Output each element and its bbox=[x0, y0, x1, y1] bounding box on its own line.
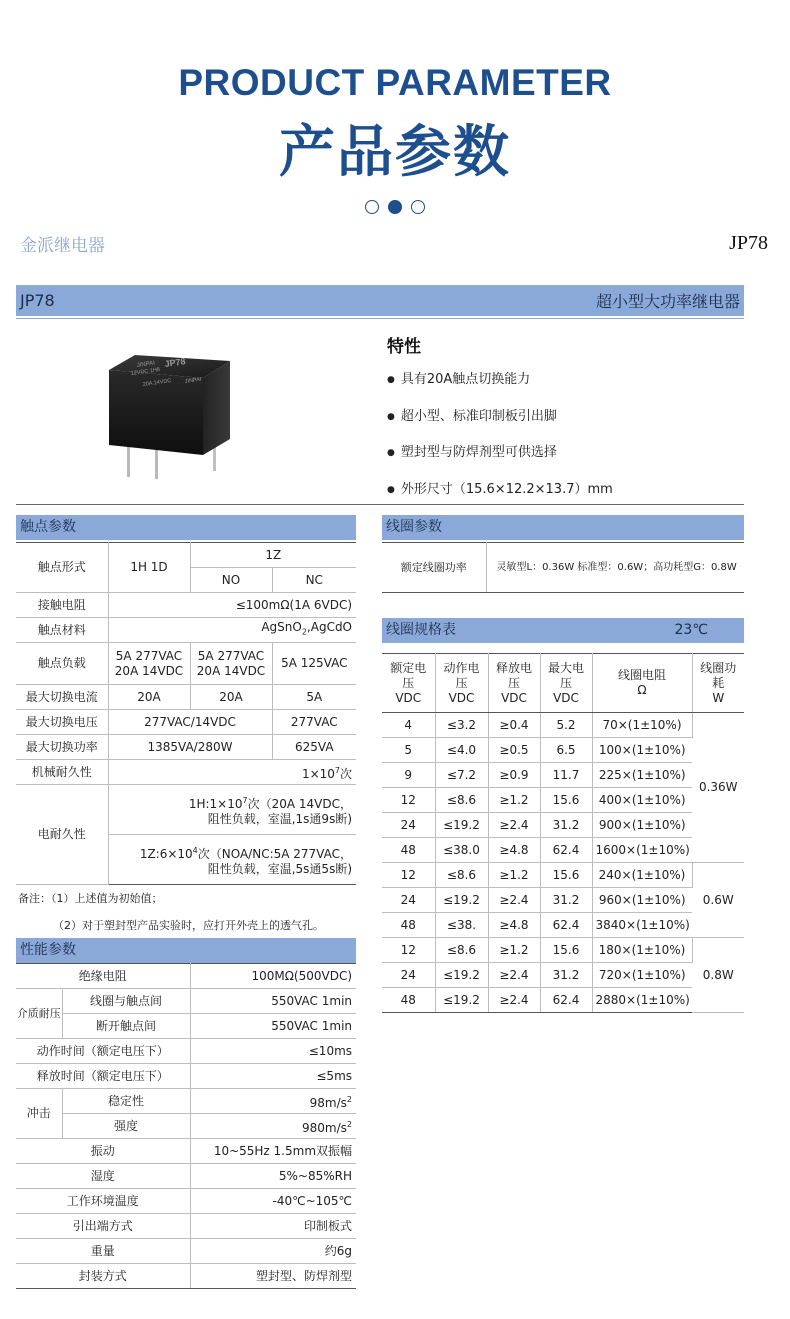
feature-item: ● 超小型、标准印制板引出脚 bbox=[387, 407, 613, 444]
perf-value: 10~55Hz 1.5mm双振幅 bbox=[190, 1139, 356, 1164]
coil-spec-row bbox=[382, 738, 744, 763]
carousel-dot-2-active[interactable] bbox=[388, 200, 402, 214]
coil-spec-cell: ≥0.4 bbox=[488, 713, 540, 738]
perf-value: ≤10ms bbox=[190, 1039, 356, 1064]
perf-value: ≤5ms bbox=[190, 1064, 356, 1089]
perf-group-dielectric: 介质耐压 bbox=[16, 989, 62, 1039]
note-2: （2）对于塑封型产品实验时，应打开外壳上的透气孔。 bbox=[53, 919, 324, 932]
coil-spec-cell: 900×(1±10%) bbox=[592, 813, 692, 838]
coil-spec-cell: ≥2.4 bbox=[488, 813, 540, 838]
coil-spec-cell: 48 bbox=[382, 913, 435, 938]
perf-value: 约6g bbox=[190, 1239, 356, 1264]
perf-value: 550VAC 1min bbox=[190, 989, 356, 1014]
mech-endurance-value: $1\times 10^7$次 bbox=[108, 760, 356, 785]
perf-label: 强度 bbox=[62, 1114, 190, 1139]
coil-spec-cell: 31.2 bbox=[540, 888, 592, 913]
coil-spec-cell: 2880×(1±10%) bbox=[592, 988, 692, 1013]
coil-spec-row bbox=[382, 863, 744, 888]
contact-load-3: 5A 125VAC bbox=[272, 643, 356, 685]
perf-value: 100MΩ(500VDC) bbox=[190, 964, 356, 989]
perf-label: 线圈与触点间 bbox=[62, 989, 190, 1014]
coil-spec-cell: ≥0.9 bbox=[488, 763, 540, 788]
coil-spec-cell: 48 bbox=[382, 838, 435, 863]
coil-spec-row bbox=[382, 963, 744, 988]
coil-spec-header: 动作电压 VDC bbox=[435, 654, 488, 713]
coil-power-group: 0.36W bbox=[692, 713, 744, 863]
contact-form-label: 触点形式 bbox=[16, 543, 108, 593]
feature-item: ● 具有20A触点切换能力 bbox=[387, 370, 613, 407]
coil-spec-cell: 24 bbox=[382, 888, 435, 913]
coil-spec-cell: ≤19.2 bbox=[435, 813, 488, 838]
coil-spec-cell: 31.2 bbox=[540, 963, 592, 988]
coil-spec-row bbox=[382, 813, 744, 838]
perf-value: $98m/s^2$ bbox=[190, 1089, 356, 1114]
coil-params-heading: 线圈参数 bbox=[382, 515, 744, 540]
perf-value: 印制板式 bbox=[190, 1214, 356, 1239]
coil-spec-cell: 62.4 bbox=[540, 988, 592, 1013]
perf-label: 稳定性 bbox=[62, 1089, 190, 1114]
coil-spec-cell: ≤19.2 bbox=[435, 963, 488, 988]
coil-spec-cell: 24 bbox=[382, 813, 435, 838]
perf-value: 塑封型、防焊剂型 bbox=[190, 1264, 356, 1289]
contact-resistance-label: 接触电阻 bbox=[16, 593, 108, 618]
coil-spec-cell: 100×(1±10%) bbox=[592, 738, 692, 763]
coil-spec-cell: 24 bbox=[382, 963, 435, 988]
max-power-1: 1385VA/280W bbox=[108, 735, 272, 760]
title-bar-model: JP78 bbox=[20, 291, 55, 310]
contact-form-no: NO bbox=[190, 568, 272, 593]
features-title: 特性 bbox=[387, 337, 421, 357]
coil-spec-header: 额定电压 VDC bbox=[382, 654, 435, 713]
perf-label: 振动 bbox=[16, 1139, 190, 1164]
coil-spec-row bbox=[382, 763, 744, 788]
elec-endurance-1z: $1Z:6\times 10^4$次（NOA/NC:5A 277VAC， 阻性负载，室温,5s通5s断) bbox=[108, 835, 356, 885]
max-voltage-2: 277VAC bbox=[272, 710, 356, 735]
max-current-1: 20A bbox=[108, 685, 190, 710]
coil-spec-header: 线圈功耗 W bbox=[692, 654, 744, 713]
contact-form-nc: NC bbox=[272, 568, 356, 593]
max-voltage-label: 最大切换电压 bbox=[16, 710, 108, 735]
perf-label: 动作时间（额定电压下） bbox=[16, 1039, 190, 1064]
coil-spec-cell: 48 bbox=[382, 988, 435, 1013]
coil-spec-cell: 225×(1±10%) bbox=[592, 763, 692, 788]
coil-spec-temp: 23℃ bbox=[674, 622, 708, 638]
coil-spec-cell: ≥2.4 bbox=[488, 963, 540, 988]
hero-title-en: PRODUCT PARAMETER bbox=[178, 62, 612, 103]
relay-marking-coil: 12VDC 1H8 bbox=[130, 366, 161, 377]
performance-heading: 性能参数 bbox=[16, 938, 356, 963]
coil-params-table bbox=[382, 542, 744, 593]
coil-spec-cell: 3840×(1±10%) bbox=[592, 913, 692, 938]
coil-power-value: 灵敏型L：0.36W 标准型：0.6W；高功耗型G：0.8W bbox=[486, 543, 744, 593]
coil-spec-cell: ≤19.2 bbox=[435, 888, 488, 913]
relay-marking-brand: JINPAI bbox=[136, 360, 156, 369]
coil-spec-cell: 4 bbox=[382, 713, 435, 738]
mech-endurance-label: 机械耐久性 bbox=[16, 760, 108, 785]
coil-spec-cell: 31.2 bbox=[540, 813, 592, 838]
coil-spec-cell: 5 bbox=[382, 738, 435, 763]
perf-label: 重量 bbox=[16, 1239, 190, 1264]
contact-material-label: 触点材料 bbox=[16, 618, 108, 643]
coil-spec-cell: ≤38. bbox=[435, 913, 488, 938]
coil-spec-row bbox=[382, 913, 744, 938]
coil-spec-table bbox=[382, 653, 744, 1013]
max-voltage-1: 277VAC/14VDC bbox=[108, 710, 272, 735]
coil-spec-row bbox=[382, 988, 744, 1013]
coil-spec-row bbox=[382, 713, 744, 738]
coil-spec-heading bbox=[382, 618, 744, 643]
coil-spec-cell: ≤38.0 bbox=[435, 838, 488, 863]
perf-value: 5%~85%RH bbox=[190, 1164, 356, 1189]
max-current-3: 5A bbox=[272, 685, 356, 710]
carousel-dots bbox=[0, 200, 790, 214]
coil-spec-row bbox=[382, 788, 744, 813]
title-bar-description: 超小型大功率继电器 bbox=[595, 292, 740, 311]
coil-spec-cell: 15.6 bbox=[540, 788, 592, 813]
coil-spec-cell: ≥2.4 bbox=[488, 888, 540, 913]
coil-spec-title: 线圈规格表 bbox=[386, 622, 456, 638]
perf-label: 引出端方式 bbox=[16, 1214, 190, 1239]
relay-marking-brand-2: JINPAI bbox=[184, 376, 202, 385]
perf-label: 绝缘电阻 bbox=[16, 964, 190, 989]
contact-material-value: AgSnO$_2$,AgCdO bbox=[108, 618, 356, 643]
coil-spec-cell: 62.4 bbox=[540, 913, 592, 938]
coil-spec-cell: 180×(1±10%) bbox=[592, 938, 692, 963]
relay-marking-rating: 20A 14VDC bbox=[142, 378, 172, 388]
coil-spec-cell: 5.2 bbox=[540, 713, 592, 738]
perf-value: -40℃~105℃ bbox=[190, 1189, 356, 1214]
coil-spec-header: 释放电压 VDC bbox=[488, 654, 540, 713]
perf-label: 断开触点间 bbox=[62, 1014, 190, 1039]
coil-spec-cell: 240×(1±10%) bbox=[592, 863, 692, 888]
coil-spec-cell: 12 bbox=[382, 938, 435, 963]
coil-spec-cell: ≥2.4 bbox=[488, 988, 540, 1013]
elec-endurance-1h: $1H:1\times 10^7$次（20A 14VDC， 阻性负载，室温,1s通9s断) bbox=[108, 785, 356, 835]
note-1: 备注：（1）上述值为初始值； bbox=[18, 892, 163, 905]
product-title-bar bbox=[16, 285, 744, 316]
coil-spec-cell: 12 bbox=[382, 863, 435, 888]
title-bar-underline bbox=[16, 318, 744, 319]
coil-spec-cell: ≥4.8 bbox=[488, 913, 540, 938]
feature-item: ● 塑封型与防焊剂型可供选择 bbox=[387, 443, 613, 480]
coil-spec-row bbox=[382, 888, 744, 913]
perf-label: 湿度 bbox=[16, 1164, 190, 1189]
coil-spec-cell: ≥0.5 bbox=[488, 738, 540, 763]
coil-spec-cell: 62.4 bbox=[540, 838, 592, 863]
perf-value: $980m/s^2$ bbox=[190, 1114, 356, 1139]
coil-power-group: 0.8W bbox=[692, 938, 744, 1013]
perf-label: 封装方式 bbox=[16, 1264, 190, 1289]
contact-load-2: 5A 277VAC 20A 14VDC bbox=[190, 643, 272, 685]
brand-name: 金派继电器 bbox=[20, 236, 105, 256]
coil-spec-cell: ≤8.6 bbox=[435, 788, 488, 813]
relay-marking-model: JP78 bbox=[163, 356, 187, 369]
contact-params-table bbox=[16, 542, 356, 885]
coil-spec-header: 最大电压 VDC bbox=[540, 654, 592, 713]
coil-spec-cell: 9 bbox=[382, 763, 435, 788]
coil-spec-cell: ≤4.0 bbox=[435, 738, 488, 763]
coil-spec-cell: 15.6 bbox=[540, 863, 592, 888]
perf-group-shock: 冲击 bbox=[16, 1089, 62, 1139]
perf-label: 释放时间（额定电压下） bbox=[16, 1064, 190, 1089]
contact-form-1z: 1Z bbox=[190, 543, 356, 568]
coil-spec-cell: ≤19.2 bbox=[435, 988, 488, 1013]
max-current-2: 20A bbox=[190, 685, 272, 710]
coil-spec-cell: 70×(1±10%) bbox=[592, 713, 692, 738]
contact-form-1h1d: 1H 1D bbox=[108, 543, 190, 593]
contact-resistance-value: ≤100mΩ(1A 6VDC) bbox=[108, 593, 356, 618]
relay-product-image bbox=[105, 345, 240, 485]
coil-spec-cell: 1600×(1±10%) bbox=[592, 838, 692, 863]
coil-spec-row bbox=[382, 838, 744, 863]
features-list bbox=[387, 370, 613, 516]
contact-params-heading: 触点参数 bbox=[16, 515, 356, 540]
perf-label: 工作环境温度 bbox=[16, 1189, 190, 1214]
carousel-dot-3[interactable] bbox=[411, 200, 425, 214]
coil-spec-cell: ≤8.6 bbox=[435, 863, 488, 888]
coil-spec-cell: ≤3.2 bbox=[435, 713, 488, 738]
performance-table bbox=[16, 963, 356, 1289]
coil-power-group: 0.6W bbox=[692, 863, 744, 938]
elec-endurance-label: 电耐久性 bbox=[16, 785, 108, 885]
coil-spec-cell: ≥1.2 bbox=[488, 788, 540, 813]
feature-item: ● 外形尺寸（15.6×12.2×13.7）mm bbox=[387, 480, 613, 517]
notes bbox=[18, 890, 324, 944]
coil-spec-cell: 960×(1±10%) bbox=[592, 888, 692, 913]
coil-spec-cell: ≥1.2 bbox=[488, 863, 540, 888]
section-divider bbox=[16, 504, 744, 505]
hero-title-cn: 产品参数 bbox=[279, 120, 511, 185]
coil-power-label: 额定线圈功率 bbox=[382, 543, 486, 593]
max-power-label: 最大切换功率 bbox=[16, 735, 108, 760]
coil-spec-cell: 11.7 bbox=[540, 763, 592, 788]
max-power-2: 625VA bbox=[272, 735, 356, 760]
coil-spec-cell: 6.5 bbox=[540, 738, 592, 763]
contact-load-label: 触点负载 bbox=[16, 643, 108, 685]
coil-spec-cell: ≤8.6 bbox=[435, 938, 488, 963]
coil-spec-cell: ≤7.2 bbox=[435, 763, 488, 788]
carousel-dot-1[interactable] bbox=[365, 200, 379, 214]
coil-spec-cell: 15.6 bbox=[540, 938, 592, 963]
contact-load-1: 5A 277VAC 20A 14VDC bbox=[108, 643, 190, 685]
coil-spec-cell: 12 bbox=[382, 788, 435, 813]
coil-spec-header: 线圈电阻 Ω bbox=[592, 654, 692, 713]
coil-spec-cell: 720×(1±10%) bbox=[592, 963, 692, 988]
model-number: JP78 bbox=[729, 232, 768, 254]
coil-spec-cell: ≥1.2 bbox=[488, 938, 540, 963]
coil-spec-row bbox=[382, 938, 744, 963]
coil-spec-cell: 400×(1±10%) bbox=[592, 788, 692, 813]
perf-value: 550VAC 1min bbox=[190, 1014, 356, 1039]
max-current-label: 最大切换电流 bbox=[16, 685, 108, 710]
coil-spec-cell: ≥4.8 bbox=[488, 838, 540, 863]
